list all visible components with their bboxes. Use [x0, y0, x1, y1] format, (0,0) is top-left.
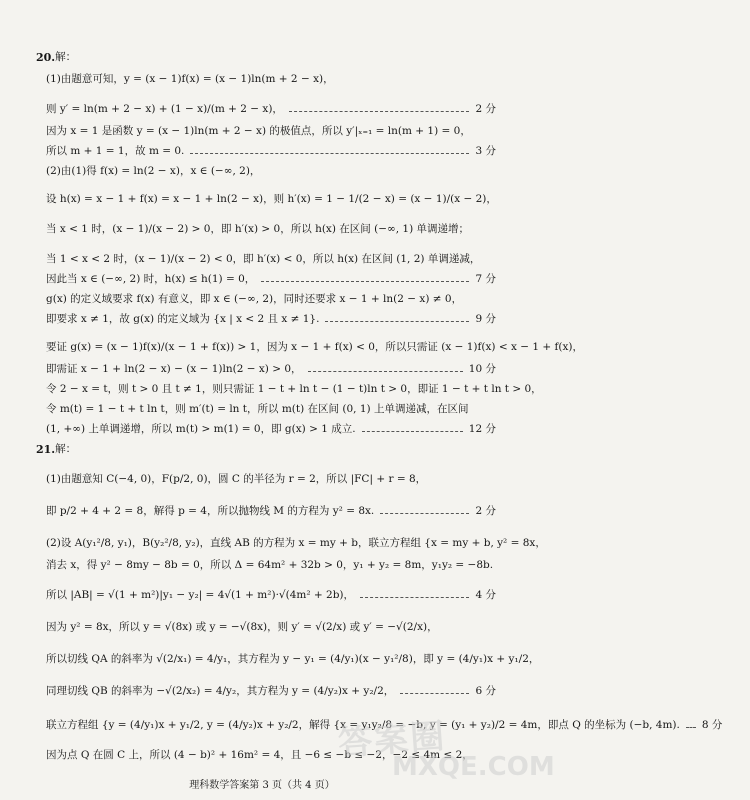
points-label: 3 分 [475, 145, 496, 158]
problem-label: 解： [55, 51, 77, 64]
dotted-leader [289, 111, 470, 112]
solution-line [0, 86, 524, 116]
problem-number: 21. [36, 442, 56, 456]
solution-line [0, 572, 524, 602]
problem-label: 解： [55, 443, 77, 456]
solution-line [0, 604, 524, 634]
points-label: 8 分 [701, 719, 723, 732]
solution-line [0, 488, 524, 518]
line-text: 所以切线 QA 的斜率为 √(2/x₁) = 4/y₁，其方程为 y − y₁ = (4/y₁)(x − y₁²/8)，即 y = (4/y₁)x + y₁/2， [46, 653, 540, 666]
solution-line [0, 394, 524, 416]
dotted-leader [360, 597, 469, 598]
solution-line [0, 414, 524, 436]
dotted-leader [190, 153, 469, 154]
line-text: 所以 |AB| = √(1 + m²)|y₁ − y₂| = 4√(1 + m²)·√(4m² + 2b)， [46, 589, 355, 602]
line-text: 联立方程组 {y = (4/y₁)x + y₁/2, y = (4/y₂)x + y₂/2，解得 {x = y₁y₂/8 = −b, y = (y₁ + y₂)/2 = 4m，即点 Q 的坐标为 (−b, 4m). [46, 719, 680, 732]
line-text: (1, +∞) 上单调递增，所以 m(t) > m(1) = 0，即 g(x) > 1 成立. [46, 423, 356, 436]
dotted-leader [400, 693, 469, 694]
line-text: (2)设 A(y₁²/8, y₁)，B(y₂²/8, y₂)，直线 AB 的方程为 x = my + b，联立方程组 {x = my + b, y² = 8x， [46, 537, 546, 550]
points-label: 10 分 [468, 363, 496, 376]
solution-line [0, 236, 524, 266]
line-text: 当 x < 1 时，(x − 1)/(x − 2) > 0，即 h′(x) > 0，所以 h(x) 在区间 (−∞, 1) 单调递增； [46, 223, 470, 236]
points-label: 4 分 [475, 589, 496, 602]
line-text: 因为 y² = 8x，所以 y = √(8x) 或 y = −√(8x)，则 y′ = √(2/x) 或 y′ = −√(2/x)， [46, 621, 438, 634]
solution-line [0, 550, 524, 572]
watermark-site: MXQE.COM [392, 752, 555, 782]
line-text: g(x) 的定义域要求 f(x) 有意义，即 x ∈ (−∞, 2)，同时还要求 x − 1 + ln(2 − x) ≠ 0， [46, 293, 463, 306]
points-label: 9 分 [475, 313, 496, 326]
solution-line [0, 284, 524, 306]
solution-line [0, 304, 524, 326]
page-footer: 理科数学答案第 3 页（共 4 页） [189, 780, 335, 791]
line-text: 即需证 x − 1 + ln(2 − x) − (x − 1)ln(2 − x) > 0， [46, 363, 302, 376]
line-text: 即 p/2 + 4 + 2 = 8，解得 p = 4，所以抛物线 M 的方程为 y² = 8x. [46, 505, 375, 518]
problem-21-header [0, 434, 524, 456]
dotted-leader [308, 371, 463, 372]
solution-line [0, 668, 524, 698]
solution-line [0, 264, 524, 286]
line-text: 因为 x = 1 是函数 y = (x − 1)ln(m + 2 − x) 的极值点，所以 y′|ₓ₌₁ = ln(m + 1) = 0， [46, 125, 471, 138]
points-label: 12 分 [468, 423, 496, 436]
dotted-leader [261, 281, 469, 282]
line-text: 则 y′ = ln(m + 2 − x) + (1 − x)/(m + 2 − x)， [46, 103, 283, 116]
line-text: 所以 m + 1 = 1，故 m = 0. [46, 145, 185, 158]
line-text: (1)由题意可知，y = (x − 1)f(x) = (x − 1)ln(m + 2 − x)， [46, 73, 334, 86]
solution-line [0, 636, 540, 666]
line-text: 设 h(x) = x − 1 + f(x) = x − 1 + ln(2 − x)，则 h′(x) = 1 − 1/(2 − x) = (x − 1)/(x − 2)， [46, 193, 497, 206]
solution-line [0, 116, 524, 138]
dotted-leader [325, 321, 469, 322]
solution-line [0, 206, 524, 236]
line-text: 要证 g(x) = (x − 1)f(x)/(x − 1 + f(x)) > 1，因为 x − 1 + f(x) < 0，所以只需证 (x − 1)f(x) < x − 1 + f(x)， [46, 341, 584, 354]
solution-line [0, 354, 524, 376]
dotted-leader [686, 727, 696, 728]
dotted-leader [380, 513, 469, 514]
points-label: 2 分 [475, 103, 496, 116]
solution-line [0, 136, 524, 158]
line-text: 令 m(t) = 1 − t + t ln t，则 m′(t) = ln t，所以 m(t) 在区间 (0, 1) 上单调递减，在区间 [46, 403, 469, 416]
line-text: 当 1 < x < 2 时，(x − 1)/(x − 2) < 0，即 h′(x) < 0，所以 h(x) 在区间 (1, 2) 单调递减， [46, 253, 481, 266]
solution-line [0, 64, 524, 86]
points-label: 2 分 [475, 505, 496, 518]
line-text: (2)由(1)得 f(x) = ln(2 − x)，x ∈ (−∞, 2)， [46, 165, 261, 178]
line-text: 因此当 x ∈ (−∞, 2) 时，h(x) ≤ h(1) = 0， [46, 273, 256, 286]
line-text: 令 2 − x = t，则 t > 0 且 t ≠ 1，则只需证 1 − t + ln t − (1 − t)ln t > 0，即证 1 − t + t ln t > 0， [46, 383, 542, 396]
solution-line [0, 324, 584, 354]
line-text: 即要求 x ≠ 1，故 g(x) 的定义域为 {x | x < 2 且 x ≠ 1}. [46, 313, 320, 326]
points-label: 7 分 [475, 273, 496, 286]
line-text: (1)由题意知 C(−4, 0)，F(p/2, 0)，圆 C 的半径为 r = 2，所以 |FC| + r = 8， [46, 473, 427, 486]
solution-line [0, 374, 542, 396]
problem-20-header [0, 42, 524, 64]
solution-line [0, 176, 524, 206]
line-text: 因为点 Q 在圆 C 上，所以 (4 − b)² + 16m² = 4，且 −6 ≤ −b ≤ −2，−2 ≤ 4m ≤ 2， [46, 749, 473, 762]
points-label: 6 分 [475, 685, 496, 698]
watermark-logo: 答案圈 [336, 716, 448, 764]
dotted-leader [362, 431, 463, 432]
solution-line [0, 456, 524, 486]
solution-line [0, 520, 546, 550]
line-text: 同理切线 QB 的斜率为 −√(2/x₂) = 4/y₂，其方程为 y = (4/y₂)x + y₂/2， [46, 685, 395, 698]
solution-line [0, 156, 524, 178]
problem-number: 20. [36, 50, 56, 64]
line-text: 消去 x，得 y² − 8my − 8b = 0，所以 Δ = 64m² + 32b > 0，y₁ + y₂ = 8m，y₁y₂ = −8b. [46, 559, 494, 572]
